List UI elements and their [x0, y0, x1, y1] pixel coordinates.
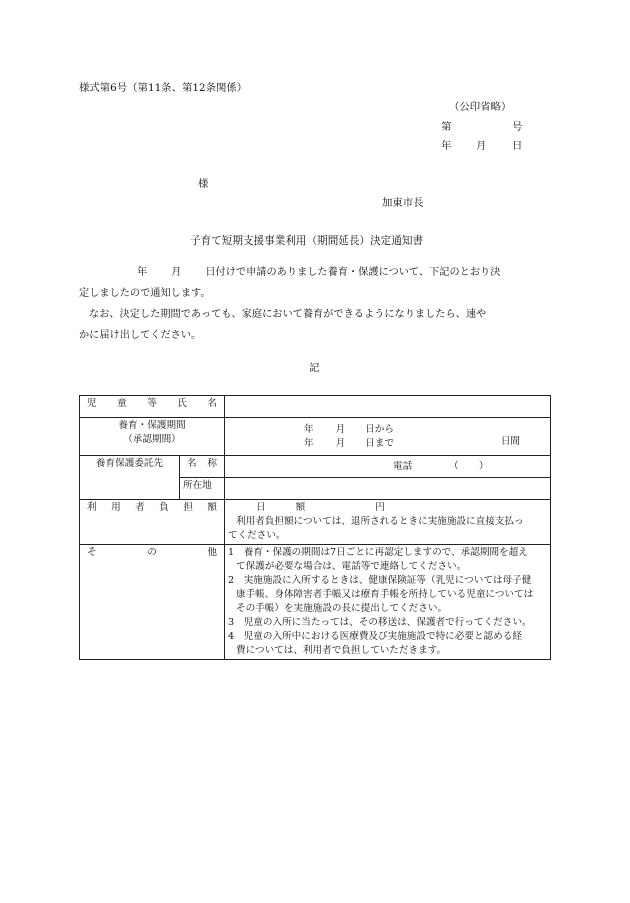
document-title: 子育て短期支援事業利用（期間延長）決定通知書	[190, 235, 424, 247]
period-from: 年 月 日から	[304, 423, 394, 435]
facility-name-label: 名称	[180, 456, 225, 478]
notice-body	[79, 262, 551, 346]
other-item: 4 児童の入所中における医療費及び実施施設で特に必要と認める経 費については、利用者で負担していただきます。	[228, 631, 522, 656]
period-to: 年 月 日まで	[304, 437, 394, 449]
charge-note-line-1: 利用者負担額については、退所されるときに実施施設に直接支払っ	[236, 516, 524, 527]
period-days: 日間	[500, 436, 520, 447]
other-row	[80, 545, 551, 660]
charge-row	[80, 500, 551, 545]
child-name-row	[80, 396, 551, 418]
charge-note-line-2: てください。	[228, 530, 286, 541]
body-line-1: 年 月 日付けで申請のありました養育・保護について、下記のとおり決	[137, 267, 501, 278]
issue-date-month: 月	[476, 140, 487, 152]
facility-label: 養育保護委託先	[80, 456, 180, 500]
charge-value	[225, 500, 551, 545]
other-items	[225, 545, 551, 660]
other-label: その他	[80, 545, 225, 660]
seal-omitted-note: （公印省略）	[449, 101, 512, 113]
body-line-2: 定しましたので通知します。	[79, 288, 211, 299]
facility-name-value	[225, 456, 551, 478]
other-item: 1 養育・保護の期間は7日ごとに再認定しますので、承認期間を超え て保護が必要な場合は、電話等で連絡してください。	[228, 547, 528, 572]
body-line-4: かに届け出してください。	[79, 330, 202, 341]
form-number: 様式第6号（第11条、第12条関係）	[79, 82, 248, 94]
facility-phone-open: （	[449, 461, 459, 472]
body-line-3: なお、決定した期間であっても、家庭において養育ができるようになりましたら、速や	[89, 309, 487, 320]
issue-date-day: 日	[512, 140, 523, 152]
decision-table	[79, 395, 551, 660]
period-row	[80, 418, 551, 456]
period-value	[225, 418, 551, 456]
child-name-value	[225, 396, 551, 418]
facility-phone-close: ）	[479, 461, 489, 472]
facility-address-value	[225, 478, 551, 500]
body-month: 月	[171, 267, 182, 278]
document-number-suffix: 号	[512, 121, 523, 133]
facility-address-label: 所在地	[180, 478, 225, 500]
period-label: 養育・保護期間 （承認期間）	[80, 418, 225, 456]
other-item: 3 児童の入所に当たっては、その移送は、保護者で行ってください。	[228, 617, 532, 628]
issue-date-year: 年	[441, 140, 452, 152]
addressee-suffix: 様	[198, 178, 209, 190]
document-number-prefix: 第	[441, 121, 452, 133]
other-item: 2 実施施設に入所するときは、健康保険証等（乳児については母子健 康手帳、身体障害者手帳又は療育手帳を所持している児童については その手帳）を実施施設の長に提出してください。	[228, 575, 534, 614]
issuer-name: 加東市長	[382, 197, 424, 209]
body-year: 年	[137, 267, 148, 278]
charge-label: 利用者負担額	[80, 500, 225, 545]
facility-phone-label: 電話	[393, 461, 413, 472]
facility-name-row	[80, 456, 551, 478]
charge-amount-line: 日 額 円	[256, 502, 385, 513]
child-name-label: 児童等氏名	[80, 396, 225, 418]
ki-marker: 記	[309, 362, 320, 374]
